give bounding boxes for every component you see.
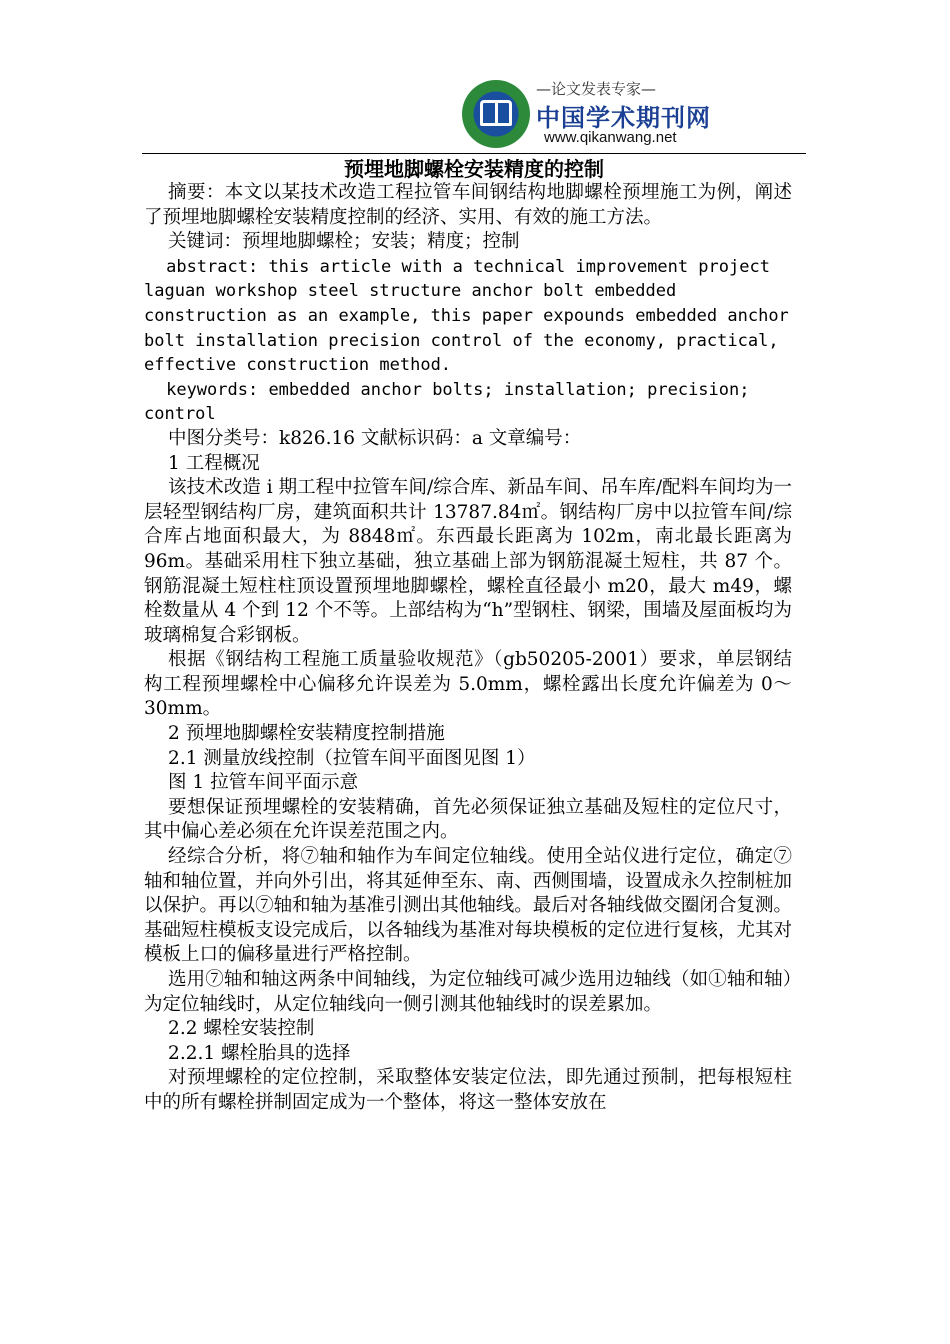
site-logo[interactable] <box>462 78 711 150</box>
paragraph: 对预埋螺栓的定位控制，采取整体安装定位法，即先通过预制，把每根短柱中的所有螺栓拼制固定成为一个整体，将这一整体安放在 <box>144 1067 792 1113</box>
book-icon <box>480 100 512 126</box>
paragraph: 要想保证预埋螺栓的安装精确，首先必须保证独立基础及短柱的定位尺寸，其中偏心差必须在允许误差范围之内。 <box>144 796 792 843</box>
paragraph: 该技术改造 i 期工程中拉管车间/综合库、新品车间、吊车库/配料车间均为一层轻型钢结构厂房，建筑面积共计 13787.84㎡。钢结构厂房中以拉管车间/综合库占地面积最大，为 8848㎡。东西最长距离为 102m，南北最长距离为 96m。基础采用柱下独立基础，独立基础上部为钢筋混凝土短柱，共 87 个。钢筋混凝土短柱柱顶设置预埋地脚螺栓，螺栓直径最小 m20，最大 m49，螺栓数量从 4 个到 12 个不等。上部结构为“h”型钢柱、钢梁，围墙及屋面板均为玻璃棉复合彩钢板。 <box>144 477 792 646</box>
paragraph: 经综合分析，将⑦轴和轴作为车间定位轴线。使用全站仪进行定位，确定⑦轴和轴位置，并向外引出，将其延伸至东、南、西侧围墙，设置成永久控制桩加以保护。再以⑦轴和轴为基准引测出其他轴线。最后对各轴线做交圈闭合复测。基础短柱模板支设完成后，以各轴线为基准对每块模板的定位进行复核，尤其对模板上口的偏移量进行严格控制。 <box>144 846 792 966</box>
keywords-en: keywords: embedded anchor bolts; installation; precision; control <box>144 379 750 425</box>
section-heading-1: 1 工程概况 <box>168 452 260 474</box>
abstract-cn: 摘要：本文以某技术改造工程拉管车间钢结构地脚螺栓预埋施工为例，阐述了预埋地脚螺栓安装精度控制的经济、实用、有效的施工方法。 <box>144 182 792 228</box>
section-heading-2: 2 预埋地脚螺栓安装精度控制措施 <box>168 723 445 745</box>
subsection-heading-2-1: 2.1 测量放线控制（拉管车间平面图见图 1） <box>168 747 536 769</box>
subsection-heading-2-2: 2.2 螺栓安装控制 <box>168 1018 315 1040</box>
keywords-cn: 关键词：预埋地脚螺栓；安装；精度；控制 <box>168 231 520 253</box>
abstract-en: abstract: this article with a technical improvement project laguan workshop steel structure anchor bolt embedded construction as an example, this paper expounds embedded anchor bolt installation precision control of the economy, practical, effective construction method. <box>144 256 789 376</box>
header-divider <box>142 153 806 154</box>
logo-name: 中国学术期刊网 <box>536 104 711 132</box>
classification-line: 中图分类号：k826.16 文献标识码：a 文章编号： <box>168 427 582 449</box>
logo-tagline: —论文发表专家— <box>536 80 657 98</box>
document-title: 预埋地脚螺栓安装精度的控制 <box>344 157 604 181</box>
paragraph: 根据《钢结构工程施工质量验收规范》（gb50205-2001）要求，单层钢结构工程预埋螺栓中心偏移允许误差为 5.0mm，螺栓露出长度允许偏差为 0～30mm。 <box>144 649 792 720</box>
logo-emblem-icon <box>462 80 530 148</box>
document-body <box>144 181 792 1116</box>
figure-caption: 图 1 拉管车间平面示意 <box>168 772 359 794</box>
logo-url: www.qikanwang.net <box>544 129 677 146</box>
paragraph: 选用⑦轴和轴这两条中间轴线，为定位轴线可减少选用边轴线（如①轴和轴）为定位轴线时，从定位轴线向一侧引测其他轴线时的误差累加。 <box>144 969 792 1015</box>
subsection-heading-2-2-1: 2.2.1 螺栓胎具的选择 <box>168 1042 351 1064</box>
